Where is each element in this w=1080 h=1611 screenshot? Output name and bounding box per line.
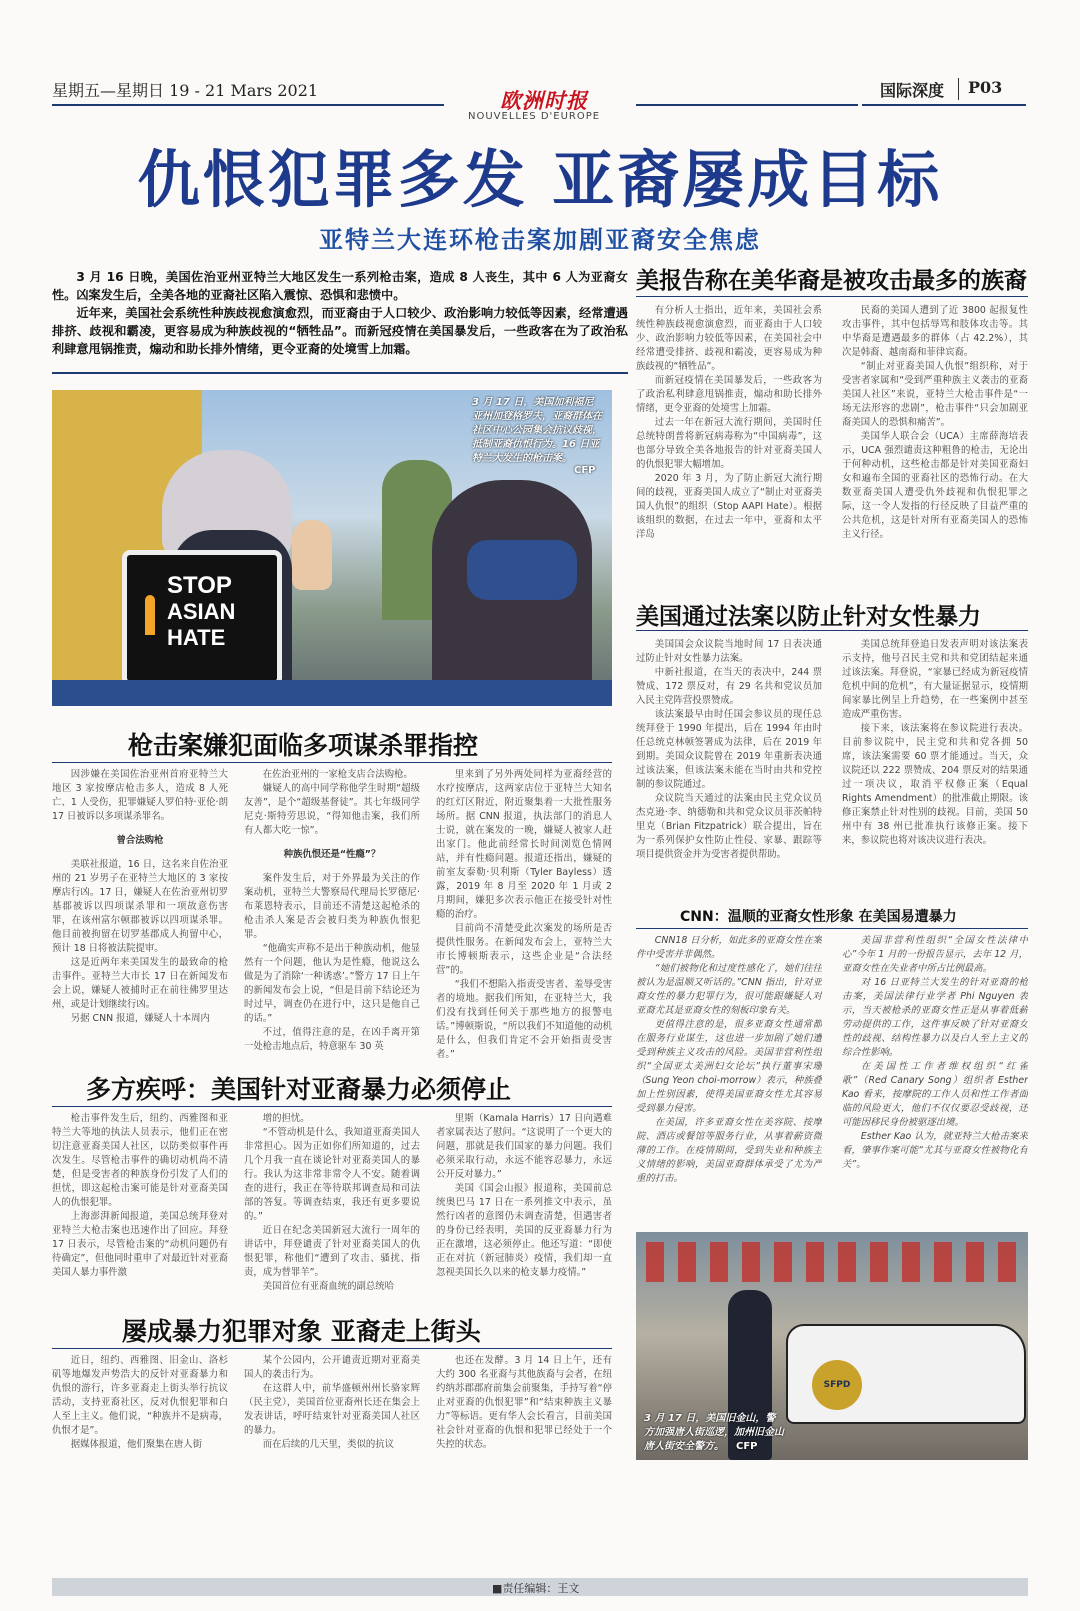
article-column (436, 1112, 612, 1302)
article-title: 多方疾呼：美国针对亚裔暴力必须停止 (86, 1075, 512, 1104)
paragraph: 美联社报道，16 日，这名来自佐治亚州的 21 岁男子在亚特兰大地区的 3 家按摩店行凶。17 日，嫌疑人在佐治亚州切罗基郡被诉以四项谋杀罪和一项故意伤害罪，在该州富尔顿郡被诉以四项谋杀罪。他目前被拘留在切罗基郡成人拘留中心，预计 18 日将被法院提审。 (52, 859, 228, 954)
newspaper-logo-french: NOUVELLES D'EUROPE (468, 111, 601, 122)
subhead: 曾合法购枪 (116, 835, 164, 846)
paragraph: 更值得注意的是，很多亚裔女性通常都在服务行业谋生，这也进一步加剧了她们遭受到种族主义攻击的风险。美国非营利性组织“全国亚太美洲妇女论坛”执行董事宋珊（Sung Yeon choi-morrow）表示，种族叠加上性别因素，使得美国亚裔女性尤其容易受到暴力侵害。 (636, 1019, 822, 1114)
lead-paragraph: 3 月 16 日晚，美国佐治亚州亚特兰大地区发生一系列枪击案，造成 8 人丧生，其中 6 人为亚裔女性。凶案发生后，全美各地的亚裔社区陷入震惊、恐惧和悲愤中。 (52, 270, 628, 302)
police-badge-icon: SFPD (812, 1360, 862, 1410)
paragraph: 接下来，该法案将在参议院进行表决。目前参议院中，民主党和共和党各拥 50 席，该法案需要 60 票才能通过。当天，众议院还以 222 票赞成、204 票反对的结果通过一项决议，取消平权修正案（Equal Rights Amendment）的批准截止期限。该修正案禁止针对性别的歧视。目前，美国 50 州中有 38 州已批准执行该修正案。接下来，参议院也将对该决议进行表决。 (842, 723, 1028, 846)
lead-paragraph: 近年来，美国社会系统性种族歧视愈演愈烈，而亚裔由于人口较少、政治影响力较低等因素，经常遭遇排挤、歧视和霸凌，更容易成为种族歧视的“牺牲品”。而新冠疫情在美国暴发后，一些政客在为了政治私利肆意甩锅推责，煽动和助长排外情绪，更令亚裔的处境雪上加霜。 (52, 306, 628, 356)
paragraph: 美国非营利性组织“全国女性法律中心”今年 1 月的一份报告显示，去年 12 月，亚裔女性在失业者中所占比例最高。 (842, 935, 1028, 974)
lead-rule (52, 372, 628, 374)
paragraph: 美国总统拜登追日发表声明对该法案表示支持，他号召民主党和共和党团结起来通过该法案。拜登说，“家暴已经成为新冠疫情危机中间的危机”，有大量证据显示，疫情期间家暴比例呈上升趋势，在一些案例中甚至造成严重伤害。 (842, 639, 1028, 720)
paragraph: 该法案最早由时任国会参议员的现任总统拜登于 1990 年提出，后在 1994 年由时任总统克林顿签署成为法律，后在 2019 年到期。美国众议院曾在 2019 年重新表决通过该法案，但该法案未能在当时由共和党控制的参议院通过。 (636, 709, 822, 790)
stop-asian-hate-sign (122, 550, 282, 686)
page-subheadline: 亚特兰大连环枪击案加剧亚裔安全焦虑 (319, 226, 761, 254)
paragraph: 美国《国会山报》报道称，美国前总统奥巴马 17 日在一系列推文中表示，虽然行凶者的意图仍未调查清楚，但遇害者的身份已经表明，美国的反亚裔暴力行为正在激增，这必须停止。他还写道：“即使正在对抗（新冠肺炎）疫情，我们却一直忽视美国长久以来的枪支暴力疫情。” (436, 1183, 612, 1278)
editor-credit: ■责任编辑：王文 (492, 1582, 580, 1595)
paragraph: 而在后续的几天里，类似的抗议 (262, 1439, 395, 1450)
paragraph: 嫌疑人的高中同学称他学生时期“超级友善”，是个“超级基督徒”。其七年级同学尼克·斯特劳思说，“得知他击案，我们所有人都大吃一惊”。 (244, 783, 420, 836)
paragraph: 美国首位有亚裔血统的副总统哈 (262, 1281, 395, 1292)
header-rule-right (636, 104, 858, 106)
article-column (636, 304, 822, 584)
article-title: CNN：温顺的亚裔女性形象 在美国易遭暴力 (680, 909, 957, 925)
article-title: 屡成暴力犯罪对象 亚裔走上街头 (122, 1317, 481, 1346)
paragraph: 枪击事件发生后，纽约、西雅图和亚特兰大等地的执法人员表示，他们正在密切注意亚裔美国人社区，以防类似事件再次发生。尽管枪击事件的确切动机尚不清楚，但是受害者的种族身份引发了人们的担忧，即这起枪击案可能是针对亚裔美国人的仇恨犯罪。 (52, 1113, 228, 1208)
paragraph: 也还在发酵。3 月 14 日上午，还有大约 300 名亚裔与其他族裔与会者，在纽约纳苏郡郡府前集会前聚集，手持写着“停止对亚裔的仇恨犯罪”和“结束种族主义暴力”等标语。更有华人会长看言，目前美国社会针对亚裔的仇恨和犯罪已经处于一个失控的状态。 (436, 1355, 612, 1450)
paragraph: 目前尚不清楚受此次案发的场所是否提供性服务。在新闻发布会上，亚特兰大市长博顿斯表示，这些企业是“合法经营”的。 (436, 923, 612, 976)
article-column (52, 1354, 228, 1466)
paragraph: 某个公园内，公开谴责近期对亚裔美国人的袭击行为。 (244, 1355, 420, 1380)
article-rule (636, 630, 1028, 631)
candle-icon (145, 595, 155, 635)
issue-date: 星期五—星期日 19 - 21 Mars 2021 (52, 81, 319, 100)
sign-text-line-1: STOP (167, 572, 232, 599)
article-rule (52, 1348, 612, 1349)
paragraph: 近日，纽约、西雅图、旧金山、洛杉矶等地爆发声势浩大的反针对亚裔暴力和仇恨的游行，许多亚裔走上街头举行抗议活动，支持亚裔社区，反对仇恨犯罪和白人至上主义。他们说，“种族并不是病毒，仇恨才是”。 (52, 1355, 228, 1436)
paragraph: 增的担忧。 (262, 1113, 310, 1124)
photo2-caption: 3 月 17 日，美国旧金山，警方加强唐人街巡逻，加州旧金山唐人街安全警方。 (644, 1413, 784, 1452)
photo-face-mask (467, 540, 577, 600)
article-column (842, 934, 1028, 1220)
paragraph: 过去一年在新冠大流行期间，美国时任总统特朗普将新冠病毒称为“中国病毒”，这也部分导致全美各地报告的针对亚裔美国人的仇恨犯罪大幅增加。 (636, 417, 822, 470)
paragraph: 美国华人联合会（UCA）主席薛海培表示，UCA 强烈谴责这种粗鲁的枪击，无论出于何种动机，这些枪击都是针对美国亚裔妇女和遍布全国的亚裔社区的恐怖行动。在大数亚裔美国人遭受仇外歧视和仇恨犯罪之际，这一令人发指的行径反映了目益严重的公共危机，这是针对所有亚裔美国人的恐怖主义行径。 (842, 431, 1028, 540)
paragraph: “我们不想陷入指责受害者、羞辱受害者的境地。据我们所知，在亚特兰大，我们没有找到任何关于那些地方的报警电话。”博顿斯说，“所以我们不知道他的动机是什么，但我们肯定不会开始指责受害者。” (436, 979, 612, 1060)
paragraph: “他确实声称不是出于种族动机，他显然有一个问题，他认为是性瘾，他说这么做是为了消除‘一种诱惑’。”警方 17 日上午的新闻发布会上说，“但是目前下结论还为时过早，调查仍在进行中，这只是他自己的话。” (244, 943, 420, 1024)
photo-lanterns (646, 1242, 1018, 1282)
photo-raised-hand (292, 520, 332, 590)
article-rule (636, 928, 1028, 929)
paragraph: 中新社报道，在当天的表决中，244 票赞成、172 票反对，有 29 名共和党议员加入民主党阵营投票赞成。 (636, 667, 822, 706)
article-column (436, 1354, 612, 1466)
sign-text-line-2: ASIAN (167, 599, 236, 624)
article-title: 美国通过法案以防止针对女性暴力 (636, 603, 981, 630)
paragraph: 另据 CNN 报道，嫌疑人十本周内 (70, 1013, 210, 1024)
paragraph: 而新冠疫情在美国暴发后，一些政客为了政治私利肆意甩锅推责，煽动和助长排外情绪，更令亚裔的处境雪上加霜。 (636, 375, 822, 414)
paragraph: 不过，值得注意的是，在凶手离开第一处枪击地点后，特意驱车 30 英 (244, 1027, 420, 1052)
header-divider (958, 78, 959, 100)
photo-banner (52, 680, 612, 706)
newspaper-logo: 欧洲时报 (500, 88, 588, 113)
article-column (244, 1112, 420, 1302)
paragraph: 据媒体报道，他们聚集在唐人街 (70, 1439, 203, 1450)
paragraph: 美国国会众议院当地时间 17 日表决通过防止针对女性暴力法案。 (636, 639, 822, 664)
paragraph: 里来到了另外两处同样为亚裔经营的水疗按摩店，这两家店位于亚特兰大知名的红灯区附近，附近聚集着一大批性服务场所。据 CNN 报道，执法部门的消息人士说，就在案发的一晚，嫌疑人被家人赶出家门。他此前经常长时间浏览色情网站，并有性瘾问题。报道还指出，嫌疑的前室友泰勒·贝利斯（Tyler Bayless）透露，2019 年 8 月至 2020 年 1 月或 2 月期间，嫌犯多次表示他正在接受针对性瘾的治疗。 (436, 769, 612, 920)
article-column (636, 934, 822, 1220)
paragraph: 里斯（Kamala Harris）17 日向遇难者家属表达了慰问。“这说明了一个更大的问题，那就是我们国家的暴力问题。我们必须采取行动，永远不能容忍暴力，永远公开反对暴力。” (436, 1113, 612, 1180)
footer-bar (52, 1578, 1028, 1596)
article-column (244, 768, 420, 1064)
paragraph: 在这群人中，前华盛顿州州长骆家辉（民主党），美国首位亚裔州长还在集会上发表讲话，呼吁结束针对亚裔美国人社区的暴力。 (244, 1383, 420, 1436)
header-rule-far-right (862, 104, 1026, 106)
article-rule (52, 762, 612, 763)
paragraph: 2020 年 3 月，为了防止新冠大流行期间的歧视，亚裔美国人成立了“制止对亚裔美国人仇恨”的组织（Stop AAPI Hate）。根据该组织的数据，在过去一年中，亚裔和太平洋岛 (636, 473, 822, 540)
article-rule (636, 296, 1028, 297)
article-rule (52, 1106, 612, 1107)
article-title: 美报告称在美华裔是被攻击最多的族裔 (636, 267, 1027, 294)
article-column (52, 768, 228, 1064)
paragraph: 有分析人士指出，近年来，美国社会系统性种族歧视愈演愈烈，而亚裔由于人口较少、政治影响力较低等因素，在美国社会中经常遭受排挤、歧视和霸凌，更容易成为种族歧视的“牺牲品”。 (636, 305, 822, 372)
article-column (842, 638, 1028, 900)
header-rule-left (52, 104, 444, 106)
article-column (842, 304, 1028, 584)
photo2-credit: CFP (736, 1441, 758, 1452)
paragraph: 民裔的美国人遭到了近 3800 起报复性攻击事件，其中包括辱骂和肢体攻击等。其中华裔是遭遇最多的群体（占 42.2%），其次是韩裔、越南裔和菲律宾裔。 (842, 305, 1028, 358)
police-photo (636, 1232, 1028, 1460)
article-title: 枪击案嫌犯面临多项谋杀罪指控 (128, 731, 479, 760)
paragraph: 因涉嫌在美国佐治亚州首府亚特兰大地区 3 家按摩店枪击多人，造成 8 人死亡、1 人受伤，犯罪嫌疑人罗伯特·亚伦·朗 17 日被诉以多项谋杀罪名。 (52, 769, 228, 822)
lead-paragraphs (52, 268, 628, 358)
paragraph: 案件发生后，对于外界最为关注的作案动机，亚特兰大警察局代理局长罗德尼·布莱恩特表示，目前还不清楚这起枪杀的枪击杀人案是否会被归类为种族仇恨犯罪。 (244, 873, 420, 940)
subhead: 种族仇恨还是“性瘾”？ (283, 849, 381, 860)
paragraph: 在美国性工作者维权组织“红雀歌”（Red Canary Song）组织者 Esther Kao 看来，按摩院的工作人员和性工作者面临的风险更大，他们不仅仅要忍受歧视，还可能因移民身份被驱逐出境。 (842, 1061, 1028, 1128)
article-column (636, 638, 822, 900)
article-column (436, 768, 612, 1064)
photo1-caption: 3 月 17 日，美国加利福尼亚州加登格罗夫，亚裔群体在社区中心公园集会抗议歧视，抵制亚裔仇恨行为。16 日亚特兰大发生的枪击案。 (472, 397, 602, 464)
photo1-credit: CFP (574, 465, 596, 476)
paragraph: 在佐治亚州的一家枪支店合法购枪。 (262, 769, 413, 780)
paragraph: 众议院当天通过的法案由民主党众议员杰克逊·李、纳德勒和共和党众议员菲茨帕特里克（Brian Fitzpatrick）联合提出，旨在为一系列保护女性防止性侵、家暴、跟踪等项目提供资金并为受害者提供帮助。 (636, 793, 822, 860)
paragraph: “制止对亚裔美国人仇恨”组织称，对于受害者家属和“受到严重种族主义袭击的亚裔美国人社区”来说，亚特兰大枪击事件是“一场无法形容的悲剧”，枪击事件“只会加剧亚裔美国人的恐惧和痛苦”。 (842, 361, 1028, 428)
article-column (52, 1112, 228, 1302)
page-headline: 仇恨犯罪多发 亚裔屡成目标 (137, 143, 943, 216)
paragraph: “不管动机是什么，我知道亚裔美国人非常担心。因为正如你们所知道的，过去几个月我一直在谈论针对亚裔美国人的暴行。我认为这非常非常令人不安。随着调查的进行，我正在等待联邦调查局和司法部的答复。等调查结束，我还有更多要说的。” (244, 1127, 420, 1222)
paragraph: CNN18 日分析，如此多的亚裔女性在案件中受害并非偶然。 (636, 935, 822, 960)
paragraph: 这是近两年来美国发生的最致命的枪击事件。亚特兰大市长 17 日在新闻发布会上说，嫌疑人被捕时正在前往佛罗里达州，或是计划继续行凶。 (52, 957, 228, 1010)
sign-text-line-3: HATE (167, 625, 226, 650)
page-number: P03 (968, 78, 1003, 97)
paragraph: 上海澎湃新闻报道，美国总统拜登对亚特兰大枪击案也迅速作出了回应。拜登 17 日表示，尽管枪击案的“动机问题仍有待确定”，但他同时重申了对最近针对亚裔美国人暴力事件激 (52, 1211, 228, 1278)
paragraph: 在美国，许多亚裔女性在美容院、按摩院、酒店或餐馆等服务行业，从事着薪资微薄的工作。在疫情期间，受到失业和种族主义情绪的影响，美国亚裔群体承受了尤为严重的打击。 (636, 1117, 822, 1184)
section-name: 国际深度 (880, 81, 945, 100)
paragraph: Esther Kao 认为，就亚特兰大枪击案来看，肇事作案可能“尤其与亚裔女性被物化有关”。 (842, 1131, 1028, 1170)
protest-photo (52, 390, 612, 706)
paragraph: “她们被物化和过度性感化了，她们往往被认为是温顺又听话的。”CNN 指出，针对亚裔女性的暴力犯罪行为，很可能跟嫌疑人对亚裔尤其是亚裔女性的刻板印象有关。 (636, 963, 822, 1016)
paragraph: 对 16 日亚特兰大发生的针对亚裔的枪击案，美国法律行业学者 Phi Nguyen 表示，当天被枪杀的亚裔女性正是从事着低薪劳动提供的工作，这件事反映了针对亚裔女性的歧视、结构性暴力以及白人至上主义的综合性影响。 (842, 977, 1028, 1058)
paragraph: 近日在纪念美国新冠大流行一周年的讲话中，拜登谴责了针对亚裔美国人的仇恨犯罪，称他们“遭到了攻击、骚扰、指责，成为替罪羊”。 (244, 1225, 420, 1278)
article-column (244, 1354, 420, 1466)
